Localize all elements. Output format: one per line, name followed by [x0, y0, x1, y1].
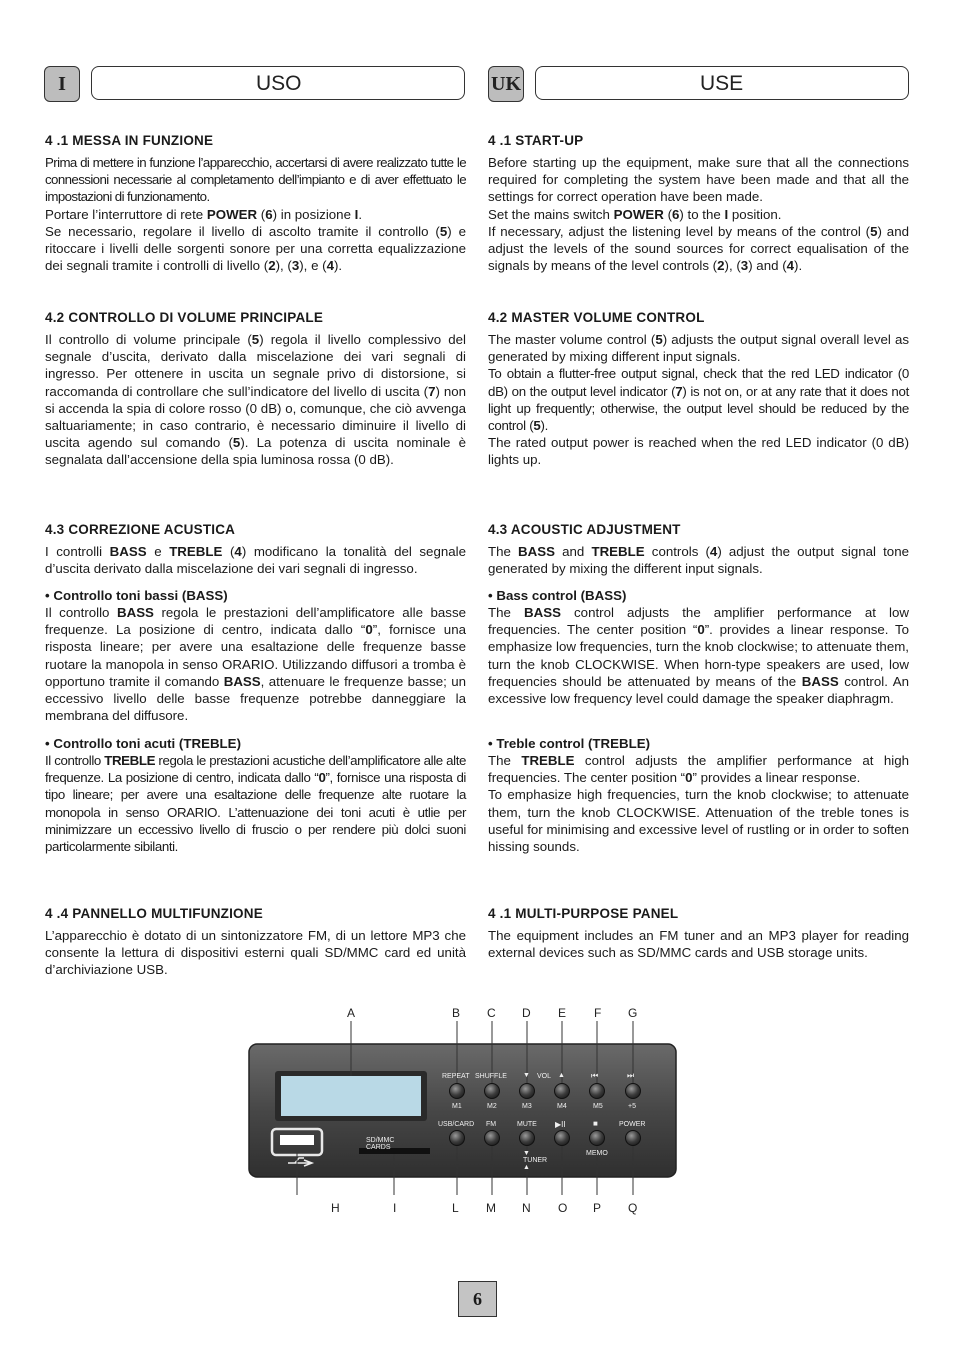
- callout-i: I: [393, 1201, 397, 1215]
- shuffle-label: SHUFFLE: [475, 1073, 507, 1080]
- uk-s3-treble-p2: To emphasize high frequencies, turn the knob clockwise; to attenuate them, turn the knob CLOCKWISE. Attenuation of the treble tones is useful for minimising and excessive level of rustling or in order to soften hissing sounds.: [488, 787, 909, 855]
- callout-a: A: [347, 1006, 356, 1020]
- uk-s3-treble-heading: • Treble control (TREBLE): [488, 736, 651, 751]
- vol-down-label: ▼: [523, 1072, 530, 1079]
- callout-f: F: [594, 1006, 602, 1020]
- mute-button[interactable]: [520, 1131, 535, 1146]
- italian-section-badge: I: [44, 66, 80, 102]
- uk-s3-treble-p1: The TREBLE control adjusts the amplifier performance at high frequencies. The center position “0” provides a linear response.: [488, 753, 910, 786]
- it-s3-bass-text: Il controllo BASS regola le prestazioni dell’amplificatore alle basse frequenze. La posizione di centro, indicata dallo “0”, fornisce una risposta lineare; per avere una esaltazione delle frequenze basse ruotare la manopola in senso ORARIO. Utilizzando diffusori a tromba è opportuno tramite il comando BASS, attenuare le frequenze basse; un eccessivo livello delle basse frequenze potrebbe danneggiare la membrana del diffusore.: [45, 605, 466, 724]
- it-s3-heading: 4.3 CORREZIONE ACUSTICA: [45, 522, 236, 537]
- m2-label: M2: [487, 1103, 497, 1110]
- uk-s2-heading: 4.2 MASTER VOLUME CONTROL: [488, 310, 705, 325]
- callout-m: M: [486, 1201, 496, 1215]
- callout-p: P: [593, 1201, 602, 1215]
- usb-card-label: USB/CARD: [438, 1121, 475, 1128]
- vol-label: VOL: [537, 1073, 552, 1080]
- prev-label: ⏮: [591, 1071, 599, 1080]
- callout-h: H: [331, 1201, 340, 1215]
- callout-b: B: [452, 1006, 461, 1020]
- it-s3-bass-heading: • Controllo toni bassi (BASS): [45, 588, 228, 603]
- it-s1-heading: 4 .1 MESSA IN FUNZIONE: [45, 133, 214, 148]
- sd-mmc-cards-label: SD/MMC CARDS: [366, 1137, 395, 1151]
- m1-label: M1: [452, 1103, 462, 1110]
- it-s1-p1: Prima di mettere in funzione l’apparecchio, accertarsi di avere realizzato tutte le connessioni necessarie al completamento dell’impianto e di aver effettuato le impostazioni di funzionamento.: [45, 155, 466, 205]
- uk-s2-p2: To obtain a flutter-free output signal, check that the red LED indicator (0 dB) on the output level indicator (7) is not on, or at any rate that it does not light up frequently; otherwise, the output level should be reduced by the control (5).: [488, 366, 909, 434]
- prev-m5-button[interactable]: [590, 1084, 605, 1099]
- it-s2-heading: 4.2 CONTROLLO DI VOLUME PRINCIPALE: [45, 310, 324, 325]
- uk-s3-p1: The BASS and TREBLE controls (4) adjust the output signal tone generated by mixing the different input signals.: [488, 544, 909, 577]
- english-section-badge: UK: [488, 66, 524, 102]
- stop-label: ■: [593, 1119, 598, 1128]
- uk-s2-p3: The rated output power is reached when the red LED indicator (0 dB) lights up.: [488, 435, 909, 468]
- callout-c: C: [487, 1006, 496, 1020]
- uk-s4-heading: 4 .1 MULTI-PURPOSE PANEL: [488, 906, 679, 921]
- callout-g: G: [628, 1006, 638, 1020]
- italian-section-title: USO: [91, 66, 465, 100]
- power-button[interactable]: [626, 1131, 641, 1146]
- plus5-label: +5: [628, 1103, 636, 1110]
- uk-s3-bass-text: The BASS control adjusts the amplifier performance at low frequencies. The center position “0”. provides a linear response. To emphasize low frequencies, turn the knob clockwise; to attenuate them, turn the knob CLOCKWISE. When horn-type speakers are used, low frequencies should be attenuated by means of the BASS control. An excessive low frequency level could damage the speaker diaphragm.: [488, 605, 910, 707]
- mute-label: MUTE: [517, 1121, 537, 1128]
- usb-port-slot: [280, 1135, 314, 1145]
- uk-s1-p1: Before starting up the equipment, make sure that all the connections required for completing the system have been made and that all the settings for correct operation have been made.: [488, 155, 909, 205]
- repeat-m1-button[interactable]: [450, 1084, 465, 1099]
- m4-label: M4: [557, 1103, 567, 1110]
- it-s4-p1: L’apparecchio è dotato di un sintonizzatore FM, di un lettore MP3 che consente la lettura di dispositivi esterni quali SD/MMC card ed unità d’archiviazione USB.: [45, 928, 466, 978]
- power-label: POWER: [619, 1121, 646, 1128]
- callout-l: L: [452, 1201, 459, 1215]
- uk-s3-heading: 4.3 ACOUSTIC ADJUSTMENT: [488, 522, 681, 537]
- uk-s3-bass-heading: • Bass control (BASS): [488, 588, 627, 603]
- lcd-display: [281, 1076, 421, 1116]
- it-s2-p1: Il controllo di volume principale (5) regola il livello complessivo del segnale d’uscita, derivato dalla miscelazione dei vari segnali di ingresso. Per ottenere in uscita un segnale privo di distorsione, si raccomanda di controllare che sull’indicatore del livello di uscita (7) non si accenda la spia di colore rosso (0 dB) o, comunque, che ciò avvenga saltuariamente; in caso contrario, è necessario diminuire il livello di uscita agendo sul comando (5). La potenza di uscita nominale è segnalata dall’accensione della spia luminosa rossa (0 dB).: [45, 332, 466, 468]
- next-label: ⏭: [627, 1071, 635, 1080]
- uk-s1-heading: 4 .1 START-UP: [488, 133, 584, 148]
- tuner-label: ▼ TUNER ▲: [523, 1150, 548, 1171]
- callout-q: Q: [628, 1201, 638, 1215]
- m5-label: M5: [593, 1103, 603, 1110]
- it-s3-treble-text: Il controllo TREBLE regola le prestazioni acustiche dell’amplificatore alle alte frequenze. La posizione di centro, indicata dallo “0”, fornisce una risposta di tipo lineare; per avere una esaltazione delle frequenze alte ruotare la monopola in senso ORARIO. L’attenuazione dei toni acuti è utlie per minimizzare un eccessivo livello di fruscio o per rendere più dolci suoni particolarmente sibilanti.: [45, 753, 466, 855]
- uk-s2-p1: The master volume control (5) adjusts the output signal overall level as generated by mixing different input signals.: [488, 332, 909, 365]
- it-s1-p3: Se necessario, regolare il livello di ascolto tramite il controllo (5) e ritoccare i livelli delle sorgenti sonore per una corretta equalizzazione dei segnali tramite i controlli di livello (2), (3), e (4).: [45, 223, 466, 274]
- callout-e: E: [558, 1006, 567, 1020]
- vol-down-m3-button[interactable]: [520, 1084, 535, 1099]
- callout-n: N: [522, 1201, 531, 1215]
- it-s4-heading: 4 .4 PANNELLO MULTIFUNZIONE: [45, 906, 263, 921]
- vol-up-label: ▲: [558, 1072, 565, 1079]
- uk-s1-p2: Set the mains switch POWER (6) to the I position.: [488, 206, 782, 222]
- shuffle-m2-button[interactable]: [485, 1084, 500, 1099]
- callout-d: D: [522, 1006, 531, 1020]
- it-s3-treble-heading: • Controllo toni acuti (TREBLE): [45, 736, 241, 751]
- m3-label: M3: [522, 1103, 532, 1110]
- uk-s1-p3: If necessary, adjust the listening level by means of the control (5) and adjust the levels of the sound sources for correct equalisation of the signals by means of the level controls (2), (3) and (4).: [488, 223, 909, 274]
- it-s1-p2: Portare l’interruttore di rete POWER (6) in posizione I.: [45, 206, 363, 222]
- usb-card-button[interactable]: [450, 1131, 465, 1146]
- english-section-title: USE: [535, 66, 909, 100]
- fm-label: FM: [486, 1121, 497, 1128]
- uk-s4-p1: The equipment includes an FM tuner and an MP3 player for reading external devices such as SD/MMC cards and USB storage units.: [488, 928, 909, 961]
- fm-button[interactable]: [485, 1131, 500, 1146]
- vol-up-m4-button[interactable]: [555, 1084, 570, 1099]
- stop-memo-button[interactable]: [590, 1131, 605, 1146]
- play-pause-button[interactable]: [555, 1131, 570, 1146]
- page-number: 6: [458, 1281, 497, 1317]
- next-plus5-button[interactable]: [626, 1084, 641, 1099]
- callout-o: O: [558, 1201, 568, 1215]
- repeat-label: REPEAT: [442, 1073, 470, 1080]
- it-s3-p1: I controlli BASS e TREBLE (4) modificano la tonalità del segnale d’uscita derivato dalla miscelazione dei vari segnali di ingresso.: [45, 544, 466, 577]
- play-pause-label: ▶II: [555, 1120, 566, 1129]
- memo-label: MEMO: [586, 1150, 608, 1157]
